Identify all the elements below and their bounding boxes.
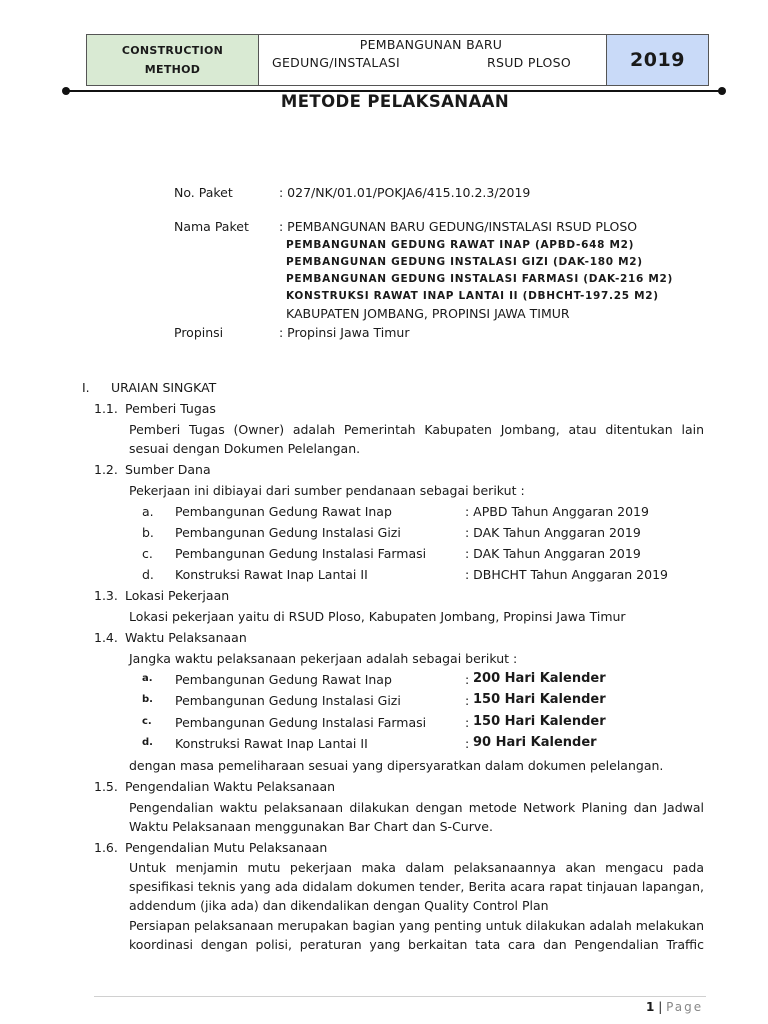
page-title: METODE PELAKSANAAN — [280, 92, 510, 111]
list-item-value: 150 Hari Kalender — [473, 692, 606, 707]
list-letter: b. — [142, 694, 153, 705]
page-footer — [646, 1000, 703, 1014]
subsection-title: Pengendalian Mutu Pelaksanaan — [125, 840, 328, 855]
paragraph-line: Pemberi Tugas (Owner) adalah Pemerintah Kabupaten Jombang, atau ditentukan lain — [129, 422, 704, 437]
year-cell — [607, 35, 708, 85]
list-item-name: Konstruksi Rawat Inap Lantai II — [175, 567, 368, 582]
list-item-value: : APBD Tahun Anggaran 2019 — [465, 504, 649, 519]
page-label: Page — [666, 1000, 704, 1014]
list-item-name: Pembangunan Gedung Instalasi Farmasi — [175, 546, 427, 561]
subsection-number: 1.3. — [94, 588, 118, 603]
list-item-value: : DAK Tahun Anggaran 2019 — [465, 525, 641, 540]
list-letter: d. — [142, 567, 154, 582]
subsection-title: Waktu Pelaksanaan — [125, 630, 247, 645]
method-cell — [87, 35, 259, 85]
nama-paket-value: : PEMBANGUNAN BARU GEDUNG/INSTALASI RSUD PLOSO — [279, 219, 638, 234]
list-item-value: 90 Hari Kalender — [473, 735, 597, 750]
subsection-title: Pemberi Tugas — [125, 401, 216, 416]
subsection-number: 1.6. — [94, 840, 118, 855]
subsection-number: 1.5. — [94, 779, 118, 794]
paragraph-line: Untuk menjamin mutu pekerjaan maka dalam pelaksanaannya akan mengacu pada — [129, 860, 704, 875]
list-letter: c. — [142, 546, 153, 561]
method-line2: METHOD — [144, 63, 201, 76]
page-number: 1 — [646, 1000, 655, 1014]
list-letter: d. — [142, 737, 153, 748]
list-item-value: : DBHCHT Tahun Anggaran 2019 — [465, 567, 668, 582]
project-line2b: RSUD PLOSO — [487, 55, 572, 70]
project-line2a: GEDUNG/INSTALASI — [272, 55, 401, 70]
paragraph-line: Pekerjaan ini dibiayai dari sumber pendanaan sebagai berikut : — [129, 483, 525, 498]
list-letter: c. — [142, 716, 152, 727]
project-line1: PEMBANGUNAN BARU — [359, 37, 503, 52]
paket-item: PEMBANGUNAN GEDUNG INSTALASI GIZI (DAK-180 M2) — [286, 256, 643, 268]
paragraph-line: dengan masa pemeliharaan sesuai yang dipersyaratkan dalam dokumen pelelangan. — [129, 758, 664, 773]
year: 2019 — [630, 49, 685, 71]
subsection-title: Sumber Dana — [125, 462, 211, 477]
list-item-name: Pembangunan Gedung Instalasi Gizi — [175, 693, 401, 708]
location-line: KABUPATEN JOMBANG, PROPINSI JAWA TIMUR — [286, 306, 570, 321]
no-paket-label: No. Paket — [174, 185, 233, 200]
list-item-colon: : — [465, 672, 470, 687]
list-item-name: Pembangunan Gedung Rawat Inap — [175, 672, 392, 687]
list-item-name: Pembangunan Gedung Rawat Inap — [175, 504, 392, 519]
list-item-value: 150 Hari Kalender — [473, 714, 606, 729]
paket-item: KONSTRUKSI RAWAT INAP LANTAI II (DBHCHT-197.25 M2) — [286, 290, 659, 302]
paragraph-line: Persiapan pelaksanaan merupakan bagian yang penting untuk dilakukan adalah melakukan — [129, 918, 705, 933]
paragraph-line: Jangka waktu pelaksanaan pekerjaan adalah sebagai berikut : — [129, 651, 518, 666]
subsection-number: 1.4. — [94, 630, 118, 645]
list-letter: b. — [142, 525, 154, 540]
paragraph-line: sesuai dengan Dokumen Pelelangan. — [129, 441, 361, 456]
list-item-name: Konstruksi Rawat Inap Lantai II — [175, 736, 368, 751]
paragraph-line: koordinasi dengan polisi, peraturan yang berkaitan tata cara dan Pengendalian Traffic — [129, 937, 704, 952]
section-title: URAIAN SINGKAT — [111, 380, 217, 395]
paket-item: PEMBANGUNAN GEDUNG INSTALASI FARMASI (DAK-216 M2) — [286, 273, 674, 285]
list-item-colon: : — [465, 736, 470, 751]
section-number: I. — [82, 380, 90, 395]
list-item-colon: : — [465, 693, 470, 708]
paragraph-line: spesifikasi teknis yang ada didalam dokumen tender, Berita acara rapat tinjauan lapangan, — [129, 879, 704, 894]
paragraph-line: Waktu Pelaksanaan menggunakan Bar Chart dan S-Curve. — [129, 819, 493, 834]
propinsi-label: Propinsi — [174, 325, 224, 340]
list-item-colon: : — [465, 715, 470, 730]
paragraph-line: addendum (jika ada) dan dikendalikan dengan Quality Control Plan — [129, 898, 549, 913]
paket-item: PEMBANGUNAN GEDUNG RAWAT INAP (APBD-648 M2) — [286, 239, 635, 251]
list-item-value: : DAK Tahun Anggaran 2019 — [465, 546, 641, 561]
subsection-number: 1.1. — [94, 401, 118, 416]
no-paket-value: : 027/NK/01.01/POKJA6/415.10.2.3/2019 — [279, 185, 531, 200]
subsection-title: Lokasi Pekerjaan — [125, 588, 230, 603]
propinsi-value: : Propinsi Jawa Timur — [279, 325, 410, 340]
list-item-name: Pembangunan Gedung Instalasi Gizi — [175, 525, 401, 540]
list-letter: a. — [142, 504, 154, 519]
paragraph-line: Pengendalian waktu pelaksanaan dilakukan dengan metode Network Planing dan Jadwal — [129, 800, 704, 815]
list-letter: a. — [142, 673, 153, 684]
list-item-name: Pembangunan Gedung Instalasi Farmasi — [175, 715, 427, 730]
list-item-value: 200 Hari Kalender — [473, 671, 606, 686]
paragraph-line: Lokasi pekerjaan yaitu di RSUD Ploso, Kabupaten Jombang, Propinsi Jawa Timur — [129, 609, 626, 624]
footer-rule — [94, 996, 706, 997]
nama-paket-label: Nama Paket — [174, 219, 249, 234]
subsection-title: Pengendalian Waktu Pelaksanaan — [125, 779, 336, 794]
page-separator: | — [658, 1000, 663, 1014]
method-line1: CONSTRUCTION — [121, 44, 224, 57]
subsection-number: 1.2. — [94, 462, 118, 477]
